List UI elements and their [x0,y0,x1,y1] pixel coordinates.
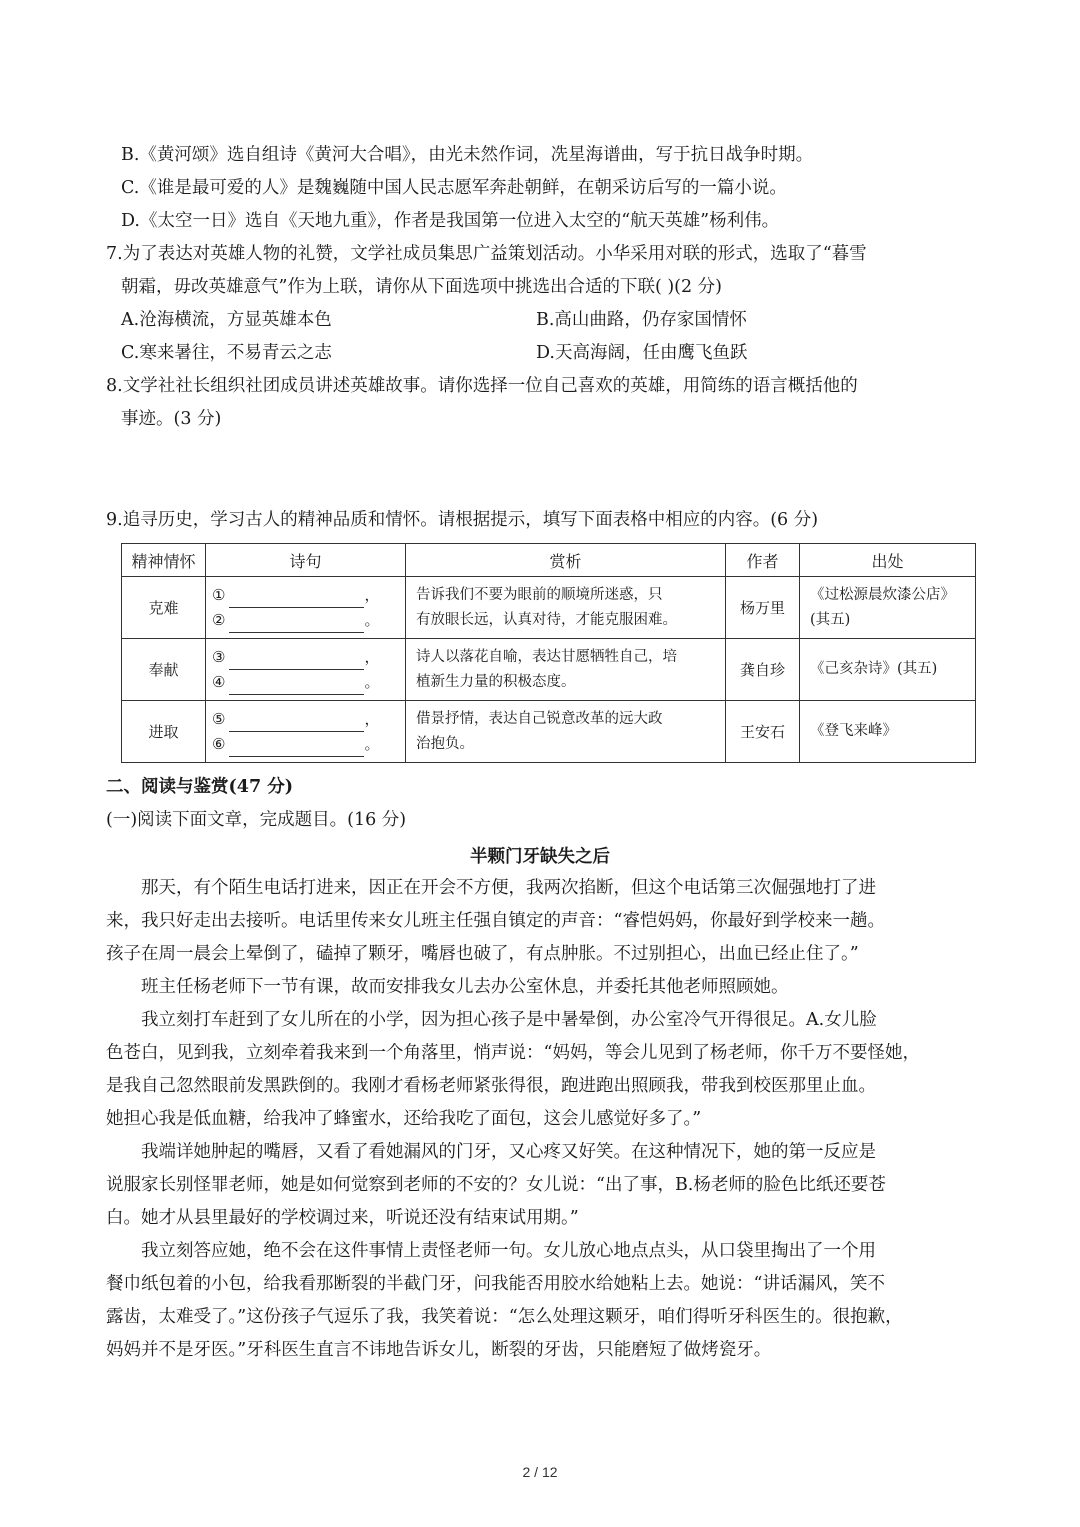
appreciation-line: 诗人以落花自喻，表达甘愿牺牲自己，培 [416,648,677,665]
passage-line: 我端详她肿起的嘴唇，又看了看她漏风的门牙，又心疼又好笑。在这种情况下，她的第一反应是 [106,1142,876,1162]
q6-option-c: C.《谁是最可爱的人》是魏巍随中国人民志愿军奔赴朝鲜，在朝采访后写的一篇小说。 [121,178,787,198]
blank-marker: ③ [212,647,226,666]
author-cell: 王安石 [726,701,800,763]
appreciation-cell [406,701,726,763]
q6-option-d: D.《太空一日》选自《天地九重》，作者是我国第一位进入太空的“航天英雄”杨利伟。 [121,211,780,231]
appreciation-line: 有放眼长远，认真对待，才能克服困难。 [416,611,677,628]
passage-line: 妈妈并不是牙医。”牙科医生直言不讳地告诉女儿，断裂的牙齿，只能磨短了做烤瓷牙。 [106,1340,772,1360]
fill-blank[interactable] [229,717,364,732]
q7-option-a: A.沧海横流，方显英雄本色 [121,310,332,330]
blank-punct: 。 [364,610,380,629]
source-cell [800,577,976,639]
table-row [122,639,976,701]
article-title: 半颗门牙缺失之后 [470,847,610,867]
appreciation-line: 治抱负。 [416,735,474,752]
verse-cell [206,701,406,763]
page-number: 2 / 12 [522,1464,558,1480]
author-cell: 龚自珍 [726,639,800,701]
source-line: 《登飞来峰》 [810,723,897,740]
spirit-cell: 克难 [122,577,206,639]
table-header: 精神情怀 [122,544,206,577]
passage-line: 白。她才从县里最好的学校调过来，听说还没有结束试用期。” [106,1208,579,1228]
blank-punct: ， [364,647,380,666]
fill-blank[interactable] [229,618,364,633]
passage-line: 我立刻打车赶到了女儿所在的小学，因为担心孩子是中暑晕倒，办公室冷气开得很足。A.女儿脸 [106,1010,877,1030]
q8-stem-line1: 8.文学社社长组织社团成员讲述英雄故事。请你选择一位自己喜欢的英雄，用简练的语言概括他的 [106,376,858,396]
q7-stem-line2: 朝霜，毋改英雄意气”作为上联，请你从下面选项中挑选出合适的下联( )(2 分) [121,277,723,297]
appreciation-cell [406,639,726,701]
source-cell [800,701,976,763]
q7-option-c: C.寒来暑往，不易青云之志 [121,343,332,363]
source-line: 《过松源晨炊漆公店》 [810,586,955,603]
passage-line: 说服家长别怪罪老师，她是如何觉察到老师的不安的？女儿说：“出了事，B.杨老师的脸色比纸还要苍 [106,1175,886,1195]
fill-blank[interactable] [229,742,364,757]
passage-line: 色苍白，见到我，立刻牵着我来到一个角落里，悄声说：“妈妈，等会儿见到了杨老师，你千万不要怪她， [106,1043,920,1063]
q9-stem: 9.追寻历史，学习古人的精神品质和情怀。请根据提示，填写下面表格中相应的内容。(6 分) [106,510,819,530]
table-header: 作者 [726,544,800,577]
verse-cell [206,639,406,701]
source-line: (其五) [810,611,851,628]
author-cell: 杨万里 [726,577,800,639]
appreciation-line: 植新生力量的积极态度。 [416,673,576,690]
table-row [122,701,976,763]
passage-line: 我立刻答应她，绝不会在这件事情上责怪老师一句。女儿放心地点点头，从口袋里掏出了一个用 [106,1241,876,1261]
poetry-table [121,543,976,763]
q8-stem-line2: 事迹。(3 分) [121,409,222,429]
fill-blank[interactable] [229,655,364,670]
q7-option-d: D.天高海阔，任由鹰飞鱼跃 [536,343,748,363]
table-header: 出处 [800,544,976,577]
passage-line: 她担心我是低血糖，给我冲了蜂蜜水，还给我吃了面包，这会儿感觉好多了。” [106,1109,702,1129]
passage-line: 来，我只好走出去接听。电话里传来女儿班主任强自镇定的声音：“睿恺妈妈，你最好到学校来一趟。 [106,911,885,931]
passage-line: 餐巾纸包着的小包，给我看那断裂的半截门牙，问我能否用胶水给她粘上去。她说：“讲话漏风，笑不 [106,1274,885,1294]
spirit-cell: 奉献 [122,639,206,701]
verse-cell [206,577,406,639]
fill-blank[interactable] [229,680,364,695]
section-subheading: (一)阅读下面文章，完成题目。(16 分) [106,810,407,830]
blank-marker: ⑤ [212,709,226,728]
blank-marker: ② [212,610,226,629]
passage-line: 露齿，太难受了。”这份孩子气逗乐了我，我笑着说：“怎么处理这颗牙，咱们得听牙科医生的。很抱歉， [106,1307,903,1327]
appreciation-line: 借景抒情，表达自己锐意改革的远大政 [416,710,663,727]
passage-line: 那天，有个陌生电话打进来，因正在开会不方便，我两次掐断，但这个电话第三次倔强地打了进 [106,878,876,898]
appreciation-cell [406,577,726,639]
passage-line: 孩子在周一晨会上晕倒了，磕掉了颗牙，嘴唇也破了，有点肿胀。不过别担心，出血已经止住了。” [106,944,859,964]
passage-line: 是我自己忽然眼前发黑跌倒的。我刚才看杨老师紧张得很，跑进跑出照顾我，带我到校医那里止血。 [106,1076,876,1096]
blank-punct: ， [364,709,380,728]
blank-punct: 。 [364,734,380,753]
fill-blank[interactable] [229,593,364,608]
source-cell [800,639,976,701]
source-line: 《己亥杂诗》(其五) [810,661,938,678]
blank-punct: ， [364,585,380,604]
section-heading: 二、阅读与鉴赏(47 分) [106,777,294,797]
passage-line: 班主任杨老师下一节有课，故而安排我女儿去办公室休息，并委托其他老师照顾她。 [106,977,789,997]
q7-option-b: B.高山曲路，仍存家国情怀 [536,310,747,330]
spirit-cell: 进取 [122,701,206,763]
table-header: 诗句 [206,544,406,577]
appreciation-line: 告诉我们不要为眼前的顺境所迷惑，只 [416,586,663,603]
table-header-row [122,544,976,577]
blank-marker: ① [212,585,226,604]
blank-punct: 。 [364,672,380,691]
blank-marker: ④ [212,672,226,691]
q7-stem-line1: 7.为了表达对英雄人物的礼赞，文学社成员集思广益策划活动。小华采用对联的形式，选取了“暮雪 [106,244,867,264]
table-row [122,577,976,639]
table-header: 赏析 [406,544,726,577]
q6-option-b: B.《黄河颂》选自组诗《黄河大合唱》，由光未然作词，冼星海谱曲，写于抗日战争时期。 [121,145,814,165]
blank-marker: ⑥ [212,734,226,753]
